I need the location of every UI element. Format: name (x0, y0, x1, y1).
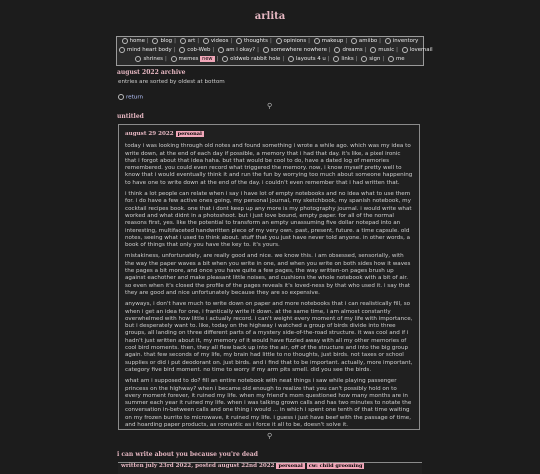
divider-ornament-icon: ⚲ (267, 432, 273, 440)
post-paragraph: i think a lot people can relate when i say i have lot of empty notebooks and no idea what to use them for. i do have a few active ones going, my personal journal, my sketchbook, my spanish notebook, my cocktail recipes book. one that i dont keep up any more is my photography journal. i would write what worked and what didnt in a photoshoot. but i just love bound, empty paper. for all of the normal reasons first, yes. like the potential to transform an empty unassuming five dollar notepad into an interesting, multifaceted handwritten piece of my very own. past, present, future. a time capsule. old notes, seeing what i used to think about. stuff that you just have never told anyone. in other words, a book of things that only you have the key to. it's yours. (125, 191, 412, 249)
inventory-icon (385, 38, 391, 44)
nav-row-2: mind heart body | cob-Web | am i okay? | somewhere nowhere | dreams | music | lovemail (117, 46, 423, 55)
post-meta-text: written july 23rd 2022, posted august 22nd 2022 (121, 463, 275, 469)
nav-music[interactable]: music (370, 47, 394, 53)
sort-note: entries are sorted by oldest at bottom (118, 79, 225, 85)
nav-mind-heart-body[interactable]: mind heart body (119, 47, 172, 53)
tag-personal[interactable]: personal (278, 463, 303, 469)
post-paragraph: anyways, i don't have much to write down on paper and more notebooks that i can realistically fill, so when i get an idea for one, i frantically write it down. at the same time, i am almost constantly overwhelmed with how little i actually record. i can't weight every moment of my life with importance, but i desperately want to. like, today on the highway i watched a group of birds divide into three groups, all landing on three different parts of a mystery side-of-the-road structure. it was cool and if i hadn't just written about it, my memory of it would have fizzled away with all my other memories of cool bird moments. then, they all flew back up into the air, off of the structure and into the big group again. that few seconds of my life, my brain had little to no thoughts, just birds. not taxes or school supplies or did i put deodorant on. just birds. and i find that to be important. actually, more important, category five bird moment. no time to worry if my arm pits smell. did you see the birds. (125, 301, 413, 373)
nav-memes[interactable]: memes new (171, 56, 215, 62)
nav-art[interactable]: art (180, 38, 196, 44)
rabbit-icon (222, 56, 228, 62)
nav-row-3: shrines | memes new | oldweb rabbit hole | layouts 4 u | links | sign | me (117, 55, 423, 64)
nav-thoughts[interactable]: thoughts (236, 38, 268, 44)
memes-new-badge: new (202, 56, 213, 62)
nav-oldweb-rabbit-hole[interactable]: oldweb rabbit hole (222, 56, 280, 62)
post-paragraph: today i was looking through old notes and found something i wrote a while ago. which was my idea to write down, at the end of each day if possible, a memory that i had that day. it's like, a pixel ironic that i forgot about that idea haha. but that would be cool to do, have a dated log of memories remembered. you could even record what triggered the memory. now, i know myself pretty well to know that i would eventually think it and run the fun by worrying too much about someone happening to have one to write down at the end of the day. i couldn't even remember that i had written that. (125, 143, 413, 186)
home-icon (122, 38, 128, 44)
memes-icon (171, 56, 177, 62)
link-icon (333, 56, 339, 62)
nav-somewhere-nowhere[interactable]: somewhere nowhere (263, 47, 327, 53)
post-meta (118, 462, 422, 474)
post-paragraph: what am i supposed to do? fill an entire notebook with neat things i saw while playing passenger princess on the highway? when i became old enough to realize that you can't possibly hold on to every moment forever, it ruined my life. when my friend's mom questioned how many months are in summer each year it ruined my life. when i was talking grown calls and has two minutes to notate the conversation in-between calls and one thing i would ... in which i spent one tenth of that time waiting on my frozen burrito to microwave, it ruined my life. i guess i just have beef with the passage of time, and hoarding paper products, as romantic as i force it all to be, doesn't solve it. (125, 378, 412, 428)
sign-icon (361, 56, 367, 62)
heart-icon (119, 47, 125, 53)
nav-home[interactable]: home (122, 38, 145, 44)
nav-cob-web[interactable]: cob-Web (179, 47, 210, 53)
nav-me[interactable]: me (388, 56, 405, 62)
nav-inventory[interactable]: inventory (385, 38, 419, 44)
tag-personal[interactable]: personal (177, 131, 202, 137)
opinions-icon (276, 38, 282, 44)
tag-cw[interactable]: cw: child grooming (308, 463, 363, 469)
post-title: i can write about you because you're dead (117, 451, 258, 458)
layout-icon (288, 56, 294, 62)
nav-am-i-okay[interactable]: am i okay? (218, 47, 255, 53)
web-icon (179, 47, 185, 53)
blog-icon (152, 38, 158, 44)
top-navigation (116, 36, 433, 66)
nav-lovemail[interactable]: lovemail (402, 47, 433, 53)
moon-icon (334, 47, 340, 53)
nav-layouts-4-u[interactable]: layouts 4 u (288, 56, 326, 62)
thoughts-icon (236, 38, 242, 44)
makeup-icon (314, 38, 320, 44)
art-icon (180, 38, 186, 44)
mail-icon (402, 47, 408, 53)
archive-title: august 2022 archive (117, 69, 186, 76)
nav-sign[interactable]: sign (361, 56, 380, 62)
nav-row-1: home | blog | art | videos | thoughts | opinions | makeup | amiibo | inventory (117, 37, 423, 46)
nav-blog[interactable]: blog (152, 38, 172, 44)
post-date: august 29 2022 (125, 131, 174, 137)
divider-ornament-icon: ⚲ (267, 102, 273, 110)
site-title: arlita (254, 11, 286, 22)
nav-videos[interactable]: videos (203, 38, 229, 44)
blog-post (118, 124, 420, 430)
music-icon (370, 47, 376, 53)
post-paragraph: mistakiness, unfortunately, are really good and nice. we know this. i am obsessed, sensorially, with the way the paper waves a bit when you write in one, and when you write on both sides how it waves the pages a bit more, and once you have quite a few pages, the way written-on pages brush up against eachother and make pleasant little noises, and cushions the whole notebook with a bit of air. so even when it's closed the profile of the pages reveals it's loved-ness by that who used it. i say that they are good and nice unfortunately because they are so expensive. (125, 253, 411, 296)
return-link[interactable]: return (118, 94, 143, 101)
main-content (115, 69, 423, 469)
amiibo-icon (351, 38, 357, 44)
nav-dreams[interactable]: dreams (334, 47, 362, 53)
nav-shrines[interactable]: shrines (135, 56, 162, 62)
videos-icon (203, 38, 209, 44)
post-header (125, 131, 413, 138)
nav-links[interactable]: links (333, 56, 353, 62)
return-icon (118, 94, 124, 100)
post-title: untitled (117, 113, 144, 120)
nav-amiibo[interactable]: amiibo (351, 38, 377, 44)
nav-makeup[interactable]: makeup (314, 38, 344, 44)
globe-icon (263, 47, 269, 53)
shrine-icon (135, 56, 141, 62)
question-icon (218, 47, 224, 53)
me-icon (388, 56, 394, 62)
nav-opinions[interactable]: opinions (276, 38, 307, 44)
